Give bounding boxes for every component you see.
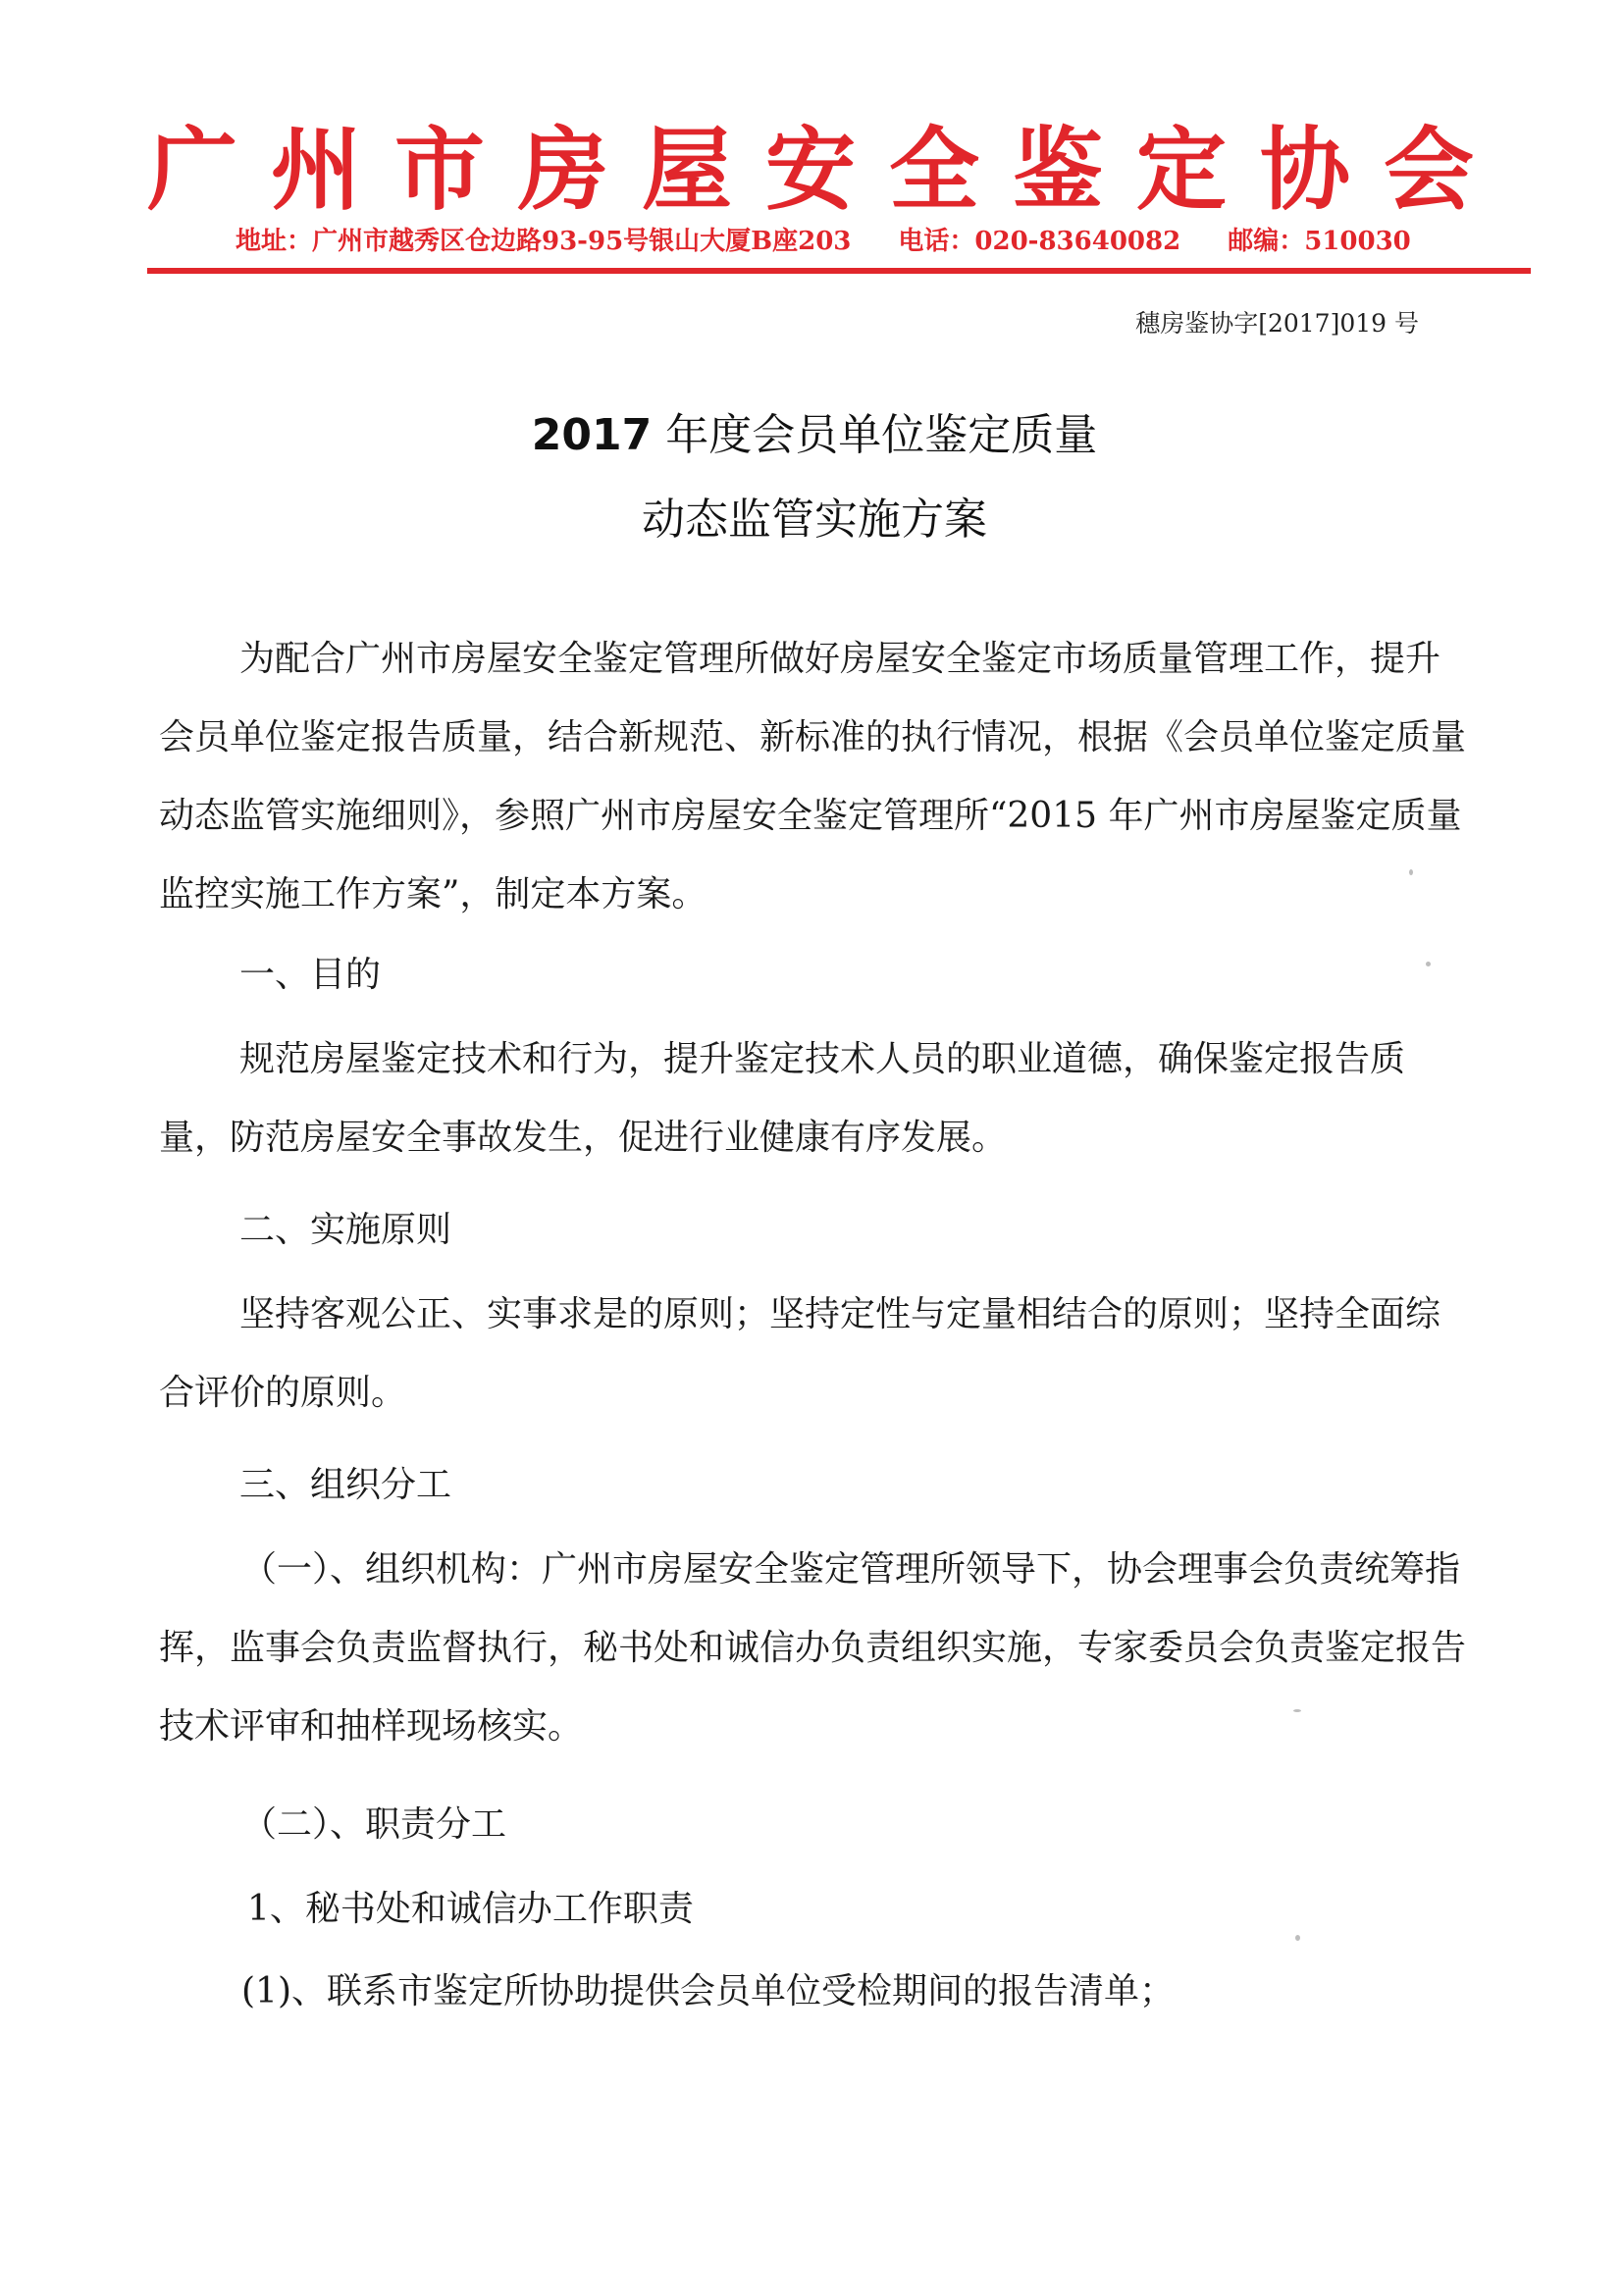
document-number: 穗房鉴协字[2017]019 号 [1135, 309, 1419, 338]
scan-speck [1409, 869, 1413, 875]
scan-speck [1426, 962, 1431, 966]
section-3-organization-paragraph: （一）、组织机构：广州市房屋安全鉴定管理所领导下，协会理事会负责统筹指挥，监事会负责监督执行，秘书处和诚信办负责组织实施，专家委员会负责鉴定报告技术评审和抽样现场核实。 [159, 1549, 1467, 1747]
duty-item-1: 1、秘书处和诚信办工作职责 [247, 1889, 694, 1929]
section-2-paragraph: 坚持客观公正、实事求是的原则；坚持定性与定量相结合的原则；坚持全面综合评价的原则。 [159, 1294, 1441, 1413]
title-year: 2017 [531, 410, 653, 460]
letterhead-postcode: 邮编：510030 [1228, 227, 1411, 256]
letterhead-divider [147, 268, 1531, 274]
letterhead-org-name: 广州市房屋安全鉴定协会 [147, 117, 1508, 223]
title-line-1-text: 年度会员单位鉴定质量 [652, 410, 1098, 460]
scan-speck [1295, 1935, 1300, 1941]
document-title-line-1 [147, 406, 1482, 465]
duty-item-1-1: (1)、联系市鉴定所协助提供会员单位受检期间的报告清单； [241, 1971, 1175, 2011]
letterhead-contact-line [236, 222, 1452, 261]
section-2-heading: 二、实施原则 [239, 1210, 452, 1250]
section-1-heading: 一、目的 [239, 955, 382, 995]
document-title-line-2: 动态监管实施方案 [642, 495, 987, 545]
intro-paragraph: 为配合广州市房屋安全鉴定管理所做好房屋安全鉴定市场质量管理工作，提升会员单位鉴定报告质量，结合新规范、新标准的执行情况，根据《会员单位鉴定质量动态监管实施细则》，参照广州市房屋安全鉴定管理所“2015 年广州市房屋鉴定质量监控实施工作方案”，制定本方案。 [159, 639, 1467, 914]
letterhead-phone: 电话：020-83640082 [898, 227, 1181, 256]
scan-speck [1293, 1709, 1301, 1712]
section-3-duty-subheading: （二）、职责分工 [241, 1804, 507, 1845]
letterhead-address: 地址：广州市越秀区仓边路93-95号银山大厦B座203 [236, 227, 852, 256]
section-3-heading: 三、组织分工 [239, 1465, 452, 1505]
section-1-paragraph: 规范房屋鉴定技术和行为，提升鉴定技术人员的职业道德，确保鉴定报告质量，防范房屋安全事故发生，促进行业健康有序发展。 [159, 1039, 1406, 1158]
